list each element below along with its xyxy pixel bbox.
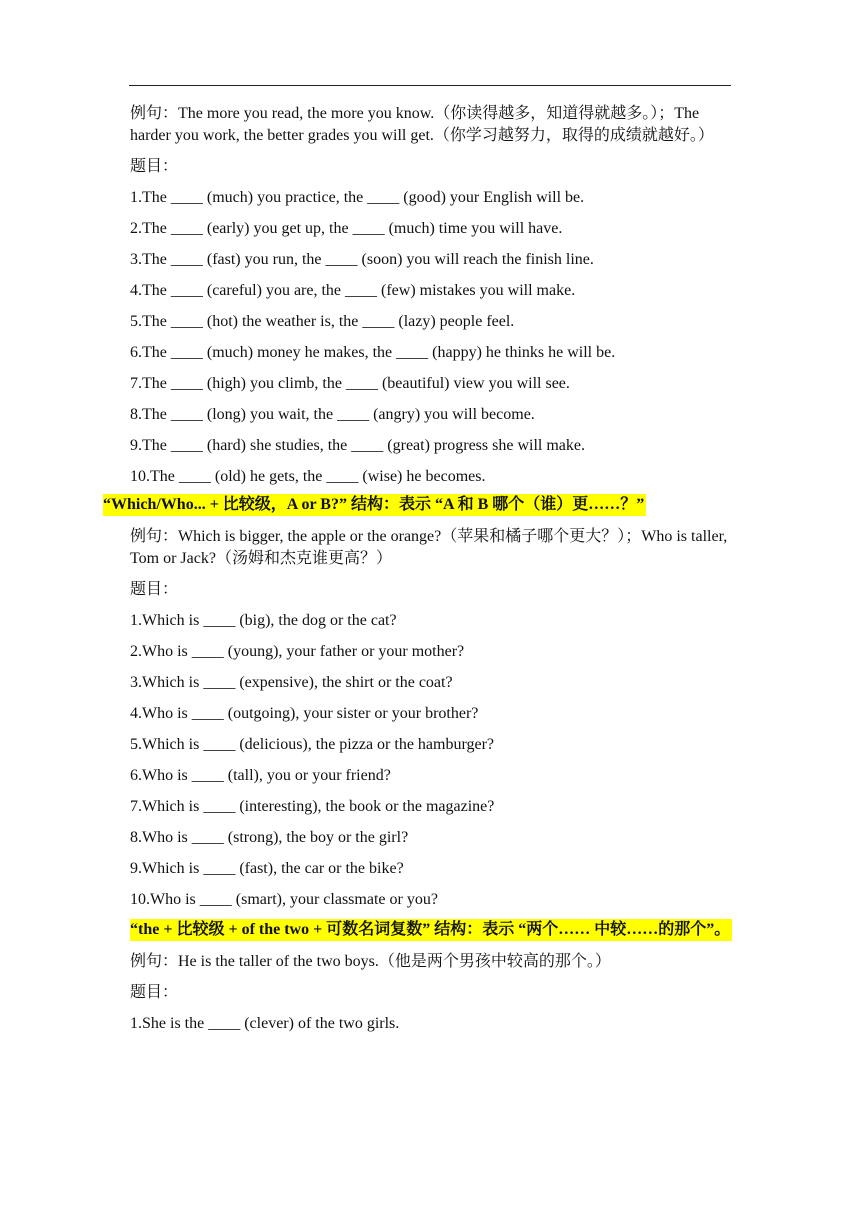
section3-heading-wrap [130,919,732,941]
section3-example: 例句：He is the taller of the two boys.（他是两个男孩中较高的那个。） [130,953,611,970]
section3-label: 题目： [130,984,179,1001]
section2-heading: “Which/Who... + 比较级，A or B?” 结构：表示 “A 和 B 哪个（谁）更……？” [103,494,646,516]
section1-question: 6.The ____ (much) money he makes, the ____ (happy) he thinks he will be. [130,344,616,361]
section1-question: 3.The ____ (fast) you run, the ____ (soon) you will reach the finish line. [130,251,594,268]
section1-question: 5.The ____ (hot) the weather is, the ____ (lazy) people feel. [130,313,515,330]
section2-question: 7.Which is ____ (interesting), the book or the magazine? [130,798,495,815]
section3-question: 1.She is the ____ (clever) of the two girls. [130,1015,400,1032]
section2-question: 10.Who is ____ (smart), your classmate or you? [130,891,438,908]
section1-question: 9.The ____ (hard) she studies, the ____ (great) progress she will make. [130,437,585,454]
section2-heading-wrap [103,494,732,516]
section3-heading: “the + 比较级 + of the two + 可数名词复数” 结构：表示 “两个…… 中较……的那个”。 [130,919,732,941]
section1-label: 题目： [130,158,179,175]
section1-question: 2.The ____ (early) you get up, the ____ (much) time you will have. [130,220,563,237]
header-rule [129,85,731,86]
section2-question: 6.Who is ____ (tall), you or your friend? [130,767,391,784]
section2-question: 5.Which is ____ (delicious), the pizza or the hamburger? [130,736,495,753]
section1-question: 7.The ____ (high) you climb, the ____ (beautiful) view you will see. [130,375,570,392]
section1-example: 例句：The more you read, the more you know.（你读得越多，知道得就越多。）；The harder you work, the better grades you will get.（你学习越努力，取得的成绩就越好。） [130,105,714,144]
section2-question: 3.Which is ____ (expensive), the shirt or the coat? [130,674,453,691]
section2-question: 1.Which is ____ (big), the dog or the cat? [130,612,397,629]
section2-question: 8.Who is ____ (strong), the boy or the girl? [130,829,409,846]
section2-question: 4.Who is ____ (outgoing), your sister or your brother? [130,705,479,722]
section1-question: 10.The ____ (old) he gets, the ____ (wise) he becomes. [130,468,486,485]
document-page [103,103,732,1044]
section2-example: 例句：Which is bigger, the apple or the orange?（苹果和橘子哪个更大？）；Who is taller, Tom or Jack?（汤姆和杰克谁更高？） [130,528,728,567]
section1-question: 1.The ____ (much) you practice, the ____ (good) your English will be. [130,189,585,206]
section2-question: 2.Who is ____ (young), your father or your mother? [130,643,465,660]
section2-label: 题目： [130,581,179,598]
section2-question: 9.Which is ____ (fast), the car or the bike? [130,860,404,877]
section1-question: 8.The ____ (long) you wait, the ____ (angry) you will become. [130,406,535,423]
section1-question: 4.The ____ (careful) you are, the ____ (few) mistakes you will make. [130,282,576,299]
